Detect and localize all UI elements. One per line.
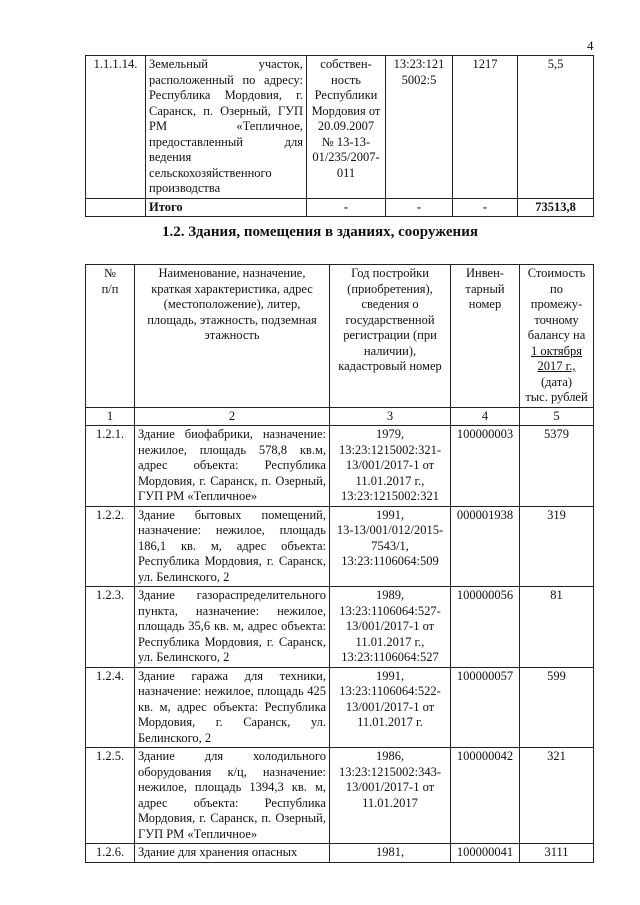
row-number: 1.2.1. <box>86 426 135 507</box>
header-line: точному <box>534 312 579 327</box>
header-line: наличии), <box>363 343 417 358</box>
inventory-number: 100000057 <box>451 667 520 748</box>
cadastral-line: 5002:5 <box>401 72 437 87</box>
building-cost: 319 <box>520 506 594 587</box>
total-value: 73513,8 <box>518 198 594 217</box>
inventory-number: 100000042 <box>451 748 520 844</box>
ownership-basis <box>307 56 386 199</box>
header-line: (приобретения), <box>347 281 433 296</box>
registration-line: 1989, <box>375 588 405 602</box>
registration-line: 11.01.2017 г. <box>357 715 423 729</box>
header-line: по промежу- <box>530 281 583 311</box>
header-cost <box>520 265 594 408</box>
header-line: тарный <box>465 281 505 296</box>
registration-line: 7543/1, <box>371 538 409 553</box>
cadastral-number <box>386 56 453 199</box>
inventory-number: 100000003 <box>451 426 520 507</box>
registration-line: 11.01.2017 г., <box>355 634 425 649</box>
registration-line: 13:23:1106064:522- <box>339 684 441 698</box>
column-number: 5 <box>520 407 594 426</box>
header-line: сведения о <box>361 297 419 311</box>
row-number: 1.2.2. <box>86 506 135 587</box>
registration-line: 13:23:1106064:509 <box>341 554 439 568</box>
column-number: 4 <box>451 407 520 426</box>
header-line: государственной <box>345 312 435 327</box>
table-row <box>86 667 594 748</box>
land-description: Земельный участок, расположенный по адресу: Республика Мордовия, г. Саранск, п. Озерный, ГУП РМ «Тепличное, предоставленный для ведения сельскохозяйственного производства <box>146 56 307 199</box>
registration-info <box>330 844 451 863</box>
ownership-line: собствен- <box>320 57 372 71</box>
header-line: номер <box>468 297 502 311</box>
header-registration <box>330 265 451 408</box>
registration-info <box>330 426 451 507</box>
registration-line: 1991, <box>375 507 405 522</box>
registration-info <box>330 667 451 748</box>
building-cost: 3111 <box>520 844 594 863</box>
header-line: Инвен- <box>466 266 504 280</box>
section-title: 1.2. Здания, помещения в зданиях, сооружения <box>162 224 478 240</box>
registration-line: 13:23:1106064:527- <box>339 603 441 618</box>
ownership-line: 01/235/2007- <box>312 150 380 164</box>
header-line: регистрации (при <box>343 328 437 342</box>
registration-info <box>330 587 451 668</box>
ownership-line: 011 <box>336 165 356 180</box>
registration-line: 13/001/2017-1 от <box>345 699 435 714</box>
registration-line: 1986, <box>375 749 405 763</box>
header-line: (дата) <box>540 374 573 389</box>
registration-line: 13:23:1215002:321 <box>341 489 439 503</box>
page-number: 4 <box>587 38 594 53</box>
building-description: Здание газораспределительного пункта, назначение: нежилое, площадь 35,6 кв. м, адрес объекта: Республика Мордовия, г. Саранск, ул. Белинского, 2 <box>135 587 330 668</box>
total-label: Итого <box>146 198 307 217</box>
header-line: тыс. рублей <box>525 390 588 404</box>
building-description: Здание бытовых помещений, назначение: нежилое, площадь 186,1 кв. м, адрес объекта: Республика Мордовия, г. Саранск, ул. Белинского, 2 <box>135 506 330 587</box>
header-description: Наименование, назначение, краткая характеристика, адрес (местоположение), литер, площадь, этажность, подземная этажность <box>135 265 330 408</box>
table-row <box>86 748 594 844</box>
total-dash: - <box>453 198 518 217</box>
ownership-line: Мордовия от <box>311 103 381 118</box>
land-cost: 5,5 <box>518 56 594 199</box>
ownership-line: № 13-13- <box>321 134 371 149</box>
building-cost: 5379 <box>520 426 594 507</box>
table-row <box>86 844 594 863</box>
header-line: № <box>104 266 116 280</box>
registration-line: 13/001/2017-1 от <box>345 458 435 472</box>
registration-line: 13/001/2017-1 от <box>345 780 435 794</box>
registration-line: 13/001/2017-1 от <box>345 619 435 633</box>
registration-line: 13-13/001/012/2015- <box>336 523 444 537</box>
registration-line: 1981, <box>375 845 405 859</box>
row-number: 1.1.1.14. <box>86 56 146 199</box>
total-dash: - <box>307 198 386 217</box>
ownership-line: 20.09.2007 <box>317 119 375 133</box>
registration-line: 1991, <box>375 668 405 683</box>
table-row <box>86 56 594 199</box>
land-area: 1217 <box>453 56 518 199</box>
column-number: 1 <box>86 407 135 426</box>
building-description: Здание гаража для техники, назначение: нежилое, площадь 425 кв. м, адрес объекта: Республика Мордовия, г. Саранск, ул. Белинского, 2 <box>135 667 330 748</box>
cadastral-line: 13:23:121 <box>393 57 445 71</box>
land-table <box>85 55 594 217</box>
header-row <box>86 265 594 408</box>
registration-line: 1979, <box>375 427 405 441</box>
column-numbers-row <box>86 407 594 426</box>
total-row <box>86 198 594 217</box>
registration-info <box>330 748 451 844</box>
registration-line: 13:23:1215002:343- <box>338 764 442 779</box>
ownership-line: Республики <box>314 88 378 102</box>
header-cost-date: 1 октября <box>531 343 582 358</box>
buildings-table <box>85 264 594 863</box>
inventory-number: 100000056 <box>451 587 520 668</box>
row-number: 1.2.5. <box>86 748 135 844</box>
header-cost-year: 2017 г., <box>537 359 576 373</box>
registration-line: 11.01.2017 г., <box>355 473 425 488</box>
header-line: п/п <box>101 281 119 296</box>
row-number: 1.2.4. <box>86 667 135 748</box>
row-number: 1.2.3. <box>86 587 135 668</box>
building-description: Здание для хранения опасных <box>135 844 330 863</box>
inventory-number: 000001938 <box>451 506 520 587</box>
column-number: 2 <box>135 407 330 426</box>
row-number: 1.2.6. <box>86 844 135 863</box>
registration-line: 13:23:1106064:527 <box>341 650 439 664</box>
table-row <box>86 506 594 587</box>
building-cost: 81 <box>520 587 594 668</box>
header-number <box>86 265 135 408</box>
header-line: Стоимость <box>527 266 586 280</box>
header-line: кадастровый номер <box>338 359 442 373</box>
inventory-number: 100000041 <box>451 844 520 863</box>
header-line: Год постройки <box>351 266 429 280</box>
building-description: Здание для холодильного оборудования к/ц, назначение: нежилое, площадь 1394,3 кв. м, адрес объекта: Республика Мордовия, г. Саранск, п. Озерный, ГУП РМ «Тепличное» <box>135 748 330 844</box>
registration-line: 13:23:1215002:321- <box>338 442 442 457</box>
registration-info <box>330 506 451 587</box>
table-row <box>86 426 594 507</box>
ownership-line: ность <box>331 72 361 87</box>
building-cost: 321 <box>520 748 594 844</box>
header-inventory <box>451 265 520 408</box>
table-row <box>86 587 594 668</box>
registration-line: 11.01.2017 <box>362 795 418 810</box>
total-dash: - <box>386 198 453 217</box>
building-cost: 599 <box>520 667 594 748</box>
header-line: балансу на <box>527 328 586 342</box>
building-description: Здание биофабрики, назначение: нежилое, площадь 578,8 кв.м, адрес объекта: Республика Мордовия, г. Саранск, п. Озерный, ГУП РМ «Тепличное» <box>135 426 330 507</box>
column-number: 3 <box>330 407 451 426</box>
